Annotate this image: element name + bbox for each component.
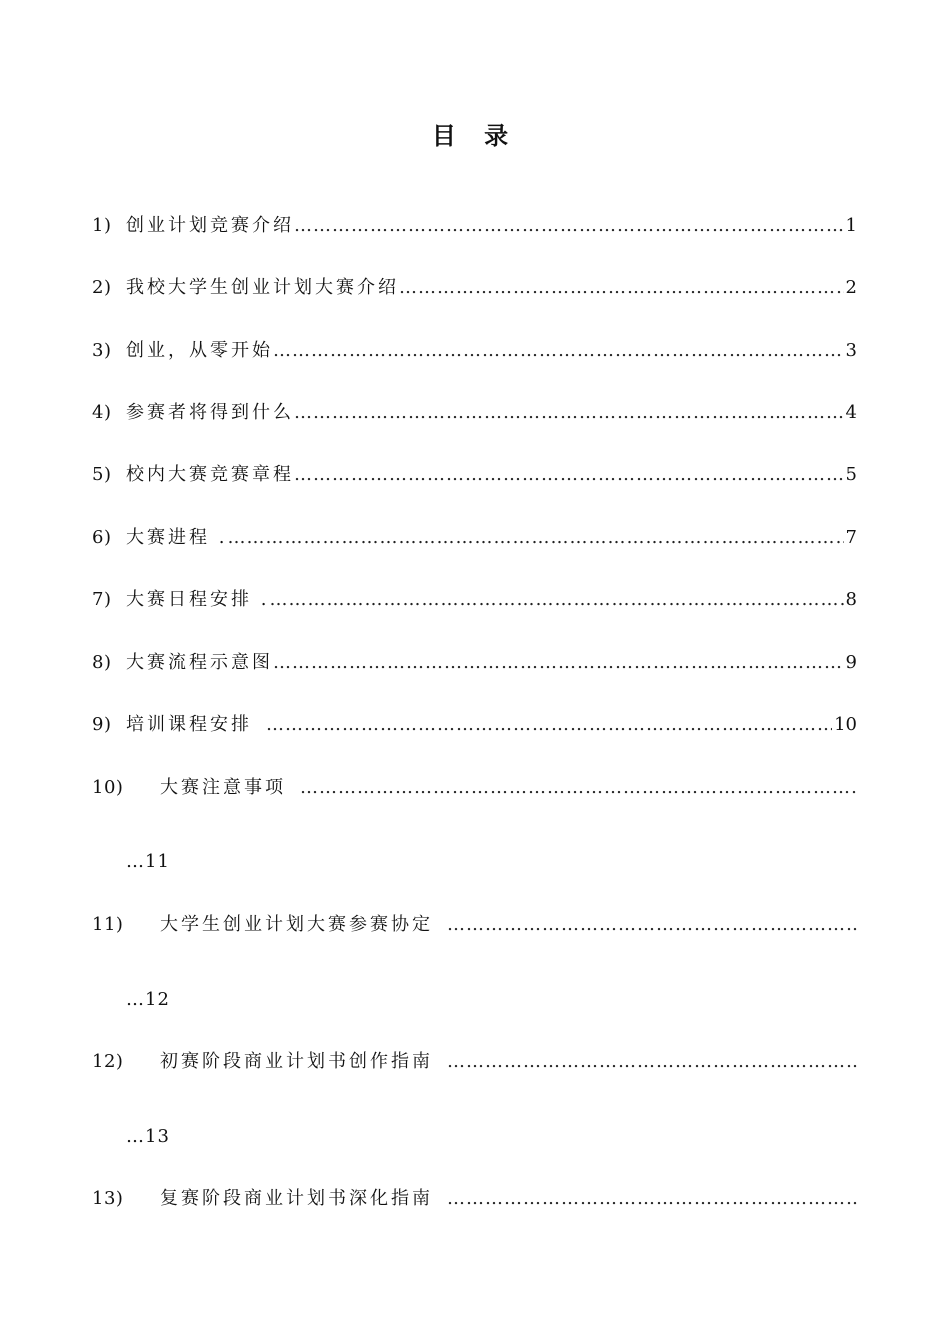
- toc-entry-number: 7): [92, 589, 112, 610]
- toc-entry-number: 10): [92, 777, 124, 798]
- toc-entry[interactable]: [92, 523, 857, 553]
- toc-entry-number: 8): [92, 652, 112, 673]
- toc-entry-number: 4): [92, 402, 112, 423]
- toc-entry-page: 7: [845, 527, 857, 548]
- toc-entry-title: 参赛者将得到什么: [126, 402, 294, 423]
- toc-entry-title: 大赛日程安排 .: [126, 589, 270, 610]
- toc-entry[interactable]: [92, 710, 857, 740]
- toc-entry-page: 4: [845, 402, 857, 423]
- toc-entry-title: 创业，从零开始: [126, 340, 273, 361]
- toc-entry[interactable]: [92, 910, 857, 940]
- toc-entry-page: 2: [845, 277, 857, 298]
- toc-entry-page: 9: [845, 652, 857, 673]
- toc-entry-title: 大赛注意事项: [160, 777, 286, 798]
- toc-dot-leader: [273, 336, 844, 366]
- toc-entry[interactable]: [92, 648, 857, 678]
- toc-entry-page: 8: [845, 589, 857, 610]
- toc-entry-number: 9): [92, 714, 112, 735]
- toc-dot-leader: [447, 910, 857, 940]
- toc-entry-page: …13: [126, 1126, 170, 1147]
- toc-entry-page: 10: [834, 714, 857, 735]
- toc-entry-title: 我校大学生创业计划大赛介绍: [126, 277, 399, 298]
- toc-entry-title: 大学生创业计划大赛参赛协定: [160, 914, 433, 935]
- toc-dot-leader: [294, 211, 844, 241]
- toc-entry[interactable]: [92, 398, 857, 428]
- toc-dot-leader: [269, 585, 843, 615]
- toc-dot-leader: [294, 398, 844, 428]
- toc-entry[interactable]: [92, 460, 857, 490]
- toc-entry-page: 5: [845, 464, 857, 485]
- toc-entry-page: 3: [845, 340, 857, 361]
- toc-entry-title: 校内大赛竞赛章程: [126, 464, 294, 485]
- page-title: 目 录: [431, 122, 519, 150]
- toc-entry-title: 初赛阶段商业计划书创作指南: [160, 1051, 433, 1072]
- toc-dot-leader: [399, 273, 844, 303]
- toc-entry-number: 13): [92, 1188, 124, 1209]
- toc-entry-number: 1): [92, 215, 112, 236]
- toc-entry-number: 3): [92, 340, 112, 361]
- toc-entry[interactable]: [92, 1184, 857, 1214]
- toc-entry-number: 11): [92, 914, 124, 935]
- toc-entry-number: 12): [92, 1051, 124, 1072]
- toc-dot-leader: [300, 773, 857, 803]
- toc-entry-page: …12: [126, 989, 170, 1010]
- toc-entry[interactable]: [92, 211, 857, 241]
- toc-entry[interactable]: [92, 585, 857, 615]
- toc-dot-leader: [294, 460, 844, 490]
- toc-dot-leader: [447, 1184, 857, 1214]
- toc-entry-number: 2): [92, 277, 112, 298]
- toc-entry[interactable]: [92, 773, 857, 803]
- toc-entry-number: 6): [92, 527, 112, 548]
- toc-entry-title: 复赛阶段商业计划书深化指南: [160, 1188, 433, 1209]
- toc-entry-title: 大赛进程 .: [126, 527, 228, 548]
- toc-entry-number: 5): [92, 464, 112, 485]
- toc-dot-leader: [447, 1047, 857, 1077]
- toc-dot-leader: [227, 523, 843, 553]
- toc-dot-leader: [273, 648, 844, 678]
- toc-entry-title: 大赛流程示意图: [126, 652, 273, 673]
- toc-entry-title: 创业计划竞赛介绍: [126, 215, 294, 236]
- toc-entry-page: …11: [126, 851, 170, 872]
- toc-entry[interactable]: [92, 336, 857, 366]
- toc-dot-leader: [266, 710, 832, 740]
- toc-entry[interactable]: [92, 273, 857, 303]
- toc-entry-page: 1: [845, 215, 857, 236]
- toc-entry[interactable]: [92, 1047, 857, 1077]
- toc-entry-title: 培训课程安排: [126, 714, 252, 735]
